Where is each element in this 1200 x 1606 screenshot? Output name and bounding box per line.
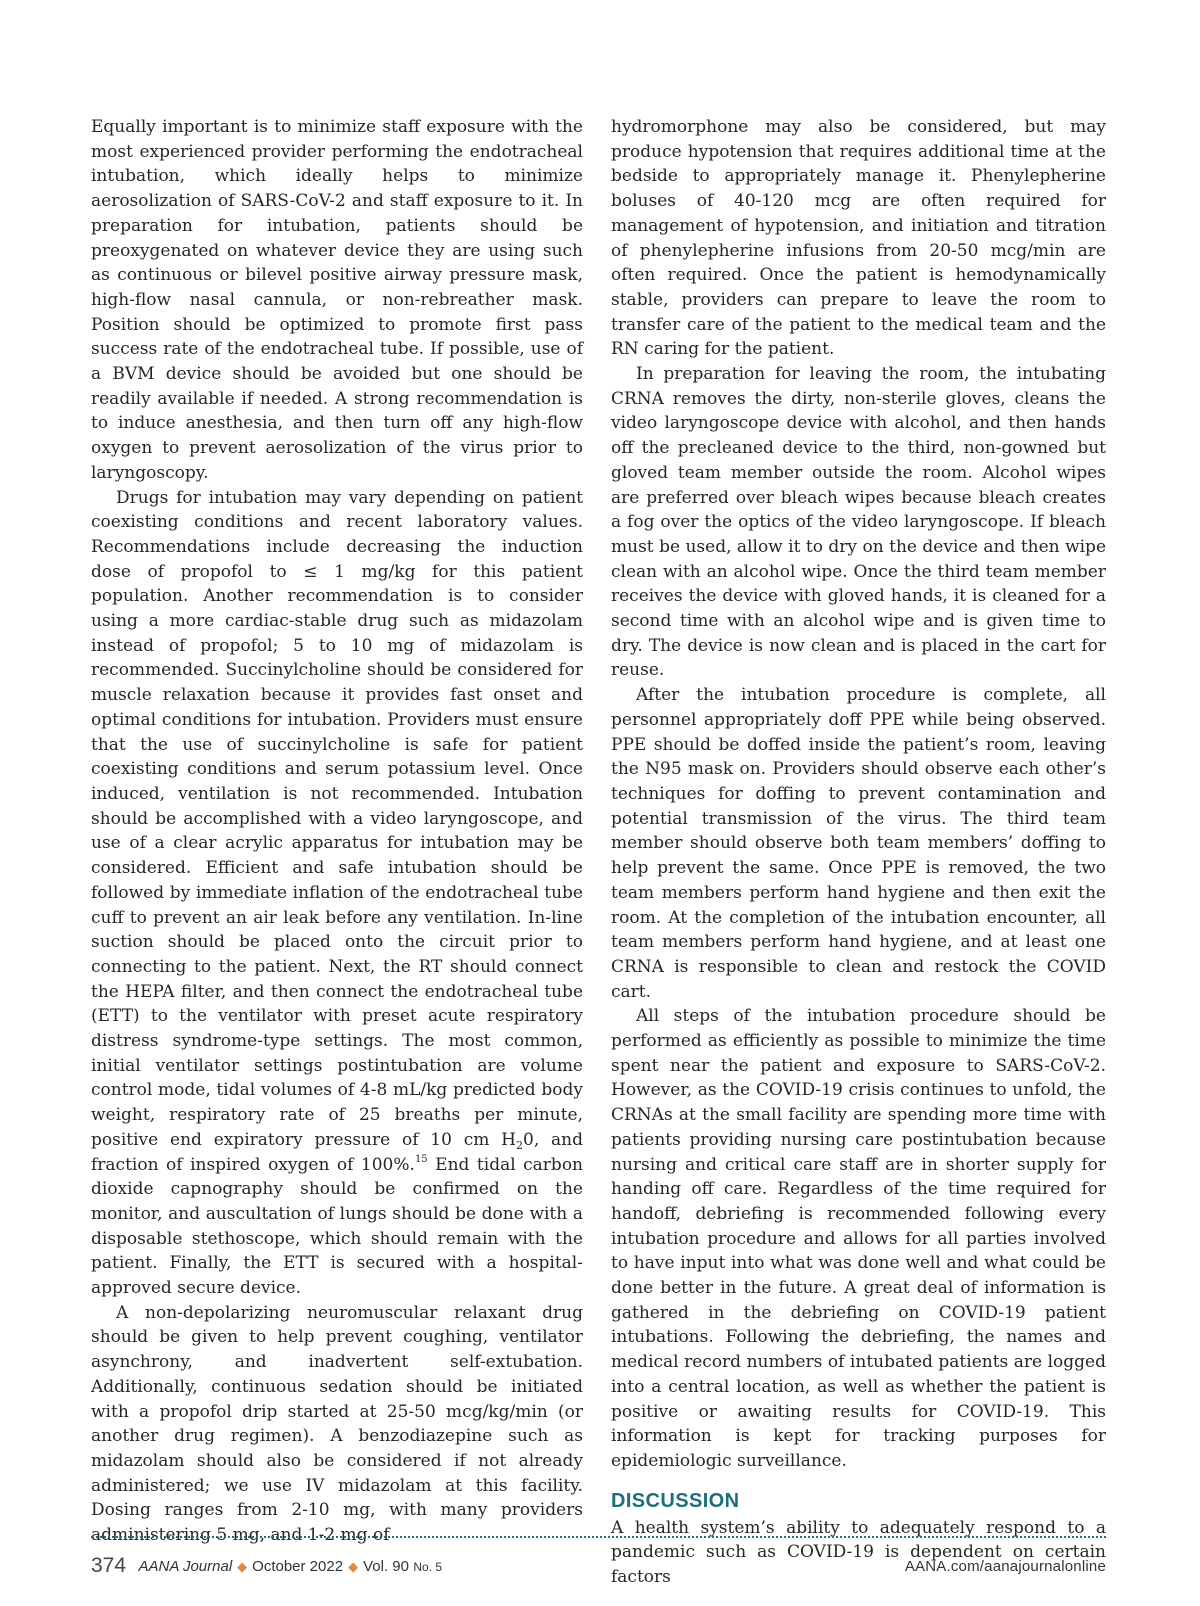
subscript: 2 [516, 1138, 524, 1152]
paragraph: In preparation for leaving the room, the intubating CRNA removes the dirty, non-sterile gloves, cleans the video laryngoscope device with alcohol, and then hands off the precleaned device to the third, non-gowned but gloved team member outside the room. Alcohol wipes are preferred over bleach wipes because bleach creates a fog over the optics of the video laryngoscope. If bleach must be used, allow it to dry on the device and then wipe clean with an alcohol wipe. Once the third team member receives the device with gloved hands, it is cleaned for a second time with an alcohol wipe and is given time to dry. The device is now clean and is placed in the cart for reuse. [611, 364, 1106, 681]
paragraph-text: 0, and fraction of inspired oxygen of 100%. [91, 1129, 584, 1175]
journal-name: AANA Journal [138, 1558, 233, 1575]
diamond-icon: ◆ [348, 1559, 359, 1574]
paragraph-text: End tidal carbon dioxide capnography should be confirmed on the monitor, and auscultation of lungs should be done with a disposable stethoscope, which should remain with the patient. Finally, the ETT is secured with a hospital-approved secure device. [91, 1154, 584, 1299]
volume: Vol. 90 [363, 1558, 409, 1575]
paragraph: Equally important is to minimize staff exposure with the most experienced provider performing the endotracheal intubation, which ideally helps to minimize aerosolization of SARS-CoV-2 and staff exposure to it. In preparation for intubation, patients should be preoxygenated on whatever device they are using such as continuous or bilevel positive airway pressure mask, high-flow nasal cannula, or non-rebreather mask. Position should be optimized to promote first pass success rate of the endotracheal tube. If possible, use of a BVM device should be avoided but one should be readily available if needed. A strong recommendation is to induce anesthesia, and then turn off any high-flow oxygen to prevent aerosolization of the virus prior to laryngoscopy. [91, 117, 583, 483]
page-footer [91, 1554, 1106, 1578]
footer-citation [91, 1554, 442, 1578]
reference-citation[interactable]: 15 [414, 1153, 428, 1165]
diamond-icon: ◆ [237, 1559, 248, 1574]
paragraph: A health system’s ability to adequately respond to a pandemic such as COVID-19 is dependent on certain factors [611, 1517, 1106, 1588]
paragraph [91, 486, 583, 1301]
paragraph-text: Drugs for intubation may vary depending on patient coexisting conditions and recent laboratory values. Recommendations include decreasing the induction dose of propofol to ≤ 1 mg/kg for this patient population. Another recommendation is to consider using a more cardiac-stable drug such as midazolam instead of propofol; 5 to 10 mg of midazolam is recommended. Succinylcholine should be considered for muscle relaxation because it provides fast onset and optimal conditions for intubation. Providers must ensure that the use of succinylcholine is safe for patient coexisting conditions and serum potassium level. Once induced, ventilation is not recommended. Intubation should be accomplished with a video laryngoscope, and use of a clear acrylic apparatus for intubation may be considered. Efficient and safe intubation should be followed by immediate inflation of the endotracheal tube cuff to prevent an air leak before any ventilation. In-line suction should be placed onto the circuit prior to connecting to the patient. Next, the RT should connect the HEPA filter, and then connect the endotracheal tube (ETT) to the ventilator with preset acute respiratory distress syndrome-type settings. The most common, initial ventilator settings postintubation are volume control mode, tidal volumes of 4-8 mL/kg predicted body weight, respiratory rate of 25 breaths per minute, positive end expiratory pressure of 10 cm H [91, 487, 583, 1150]
paragraph: A non-depolarizing neuromuscular relaxant drug should be given to help prevent coughing, ventilator asynchrony, and inadvertent self-extubation. Additionally, continuous sedation should be initiated with a propofol drip started at 25-50 mcg/kg/min (or another drug regimen). A benzodiazepine such as midazolam should also be considered if not already administered; we use IV midazolam at this facility. Dosing ranges from 2-10 mg, with many providers administering 5 mg, and 1-2 mg of [91, 1302, 583, 1546]
right-column [611, 115, 1106, 1590]
paragraph: hydromorphone may also be considered, but may produce hypotension that requires additional time at the bedside to appropriately manage it. Phenylepherine boluses of 40-120 mcg are often required for management of hypotension, and initiation and titration of phenylepherine infusions from 20-50 mcg/min are often required. Once the patient is hemodynamically stable, providers can prepare to leave the room to transfer care of the patient to the medical team and the RN caring for the patient. [611, 117, 1106, 360]
left-column [91, 115, 583, 1548]
page-number: 374 [91, 1554, 127, 1577]
issue-number: No. 5 [413, 1560, 443, 1574]
section-heading-discussion: DISCUSSION [611, 1489, 740, 1512]
paragraph: All steps of the intubation procedure should be performed as efficiently as possible to minimize the time spent near the patient and exposure to SARS-CoV-2. However, as the COVID-19 crisis continues to unfold, the CRNAs at the small facility are spending more time with patients providing nursing care postintubation because nursing and critical care staff are in shorter supply for handing off care. Regardless of the time required for handoff, debriefing is recommended following every intubation procedure and allows for all parties involved to have input into what was done well and what could be done better in the future. A great deal of information is gathered in the debriefing on COVID-19 patient intubations. Following the debriefing, the names and medical record numbers of intubated patients are logged into a central location, as well as whether the patient is positive or awaiting results for COVID-19. This information is kept for tracking purposes for epidemiologic surveillance. [611, 1006, 1106, 1471]
issue-date: October 2022 [252, 1558, 344, 1575]
footer-divider [91, 1536, 1106, 1538]
paragraph: After the intubation procedure is complete, all personnel appropriately doff PPE while being observed. PPE should be doffed inside the patient’s room, leaving the N95 mask on. Providers should observe each other’s techniques for doffing to prevent contamination and potential transmission of the virus. The third team member should observe both team members’ doffing to help prevent the same. Once PPE is removed, the two team members perform hand hygiene and then exit the room. At the completion of the intubation encounter, all team members perform hand hygiene, and at least one CRNA is responsible to clean and restock the COVID cart. [611, 685, 1106, 1002]
journal-website-link[interactable]: AANA.com/aanajournalonline [904, 1558, 1106, 1575]
